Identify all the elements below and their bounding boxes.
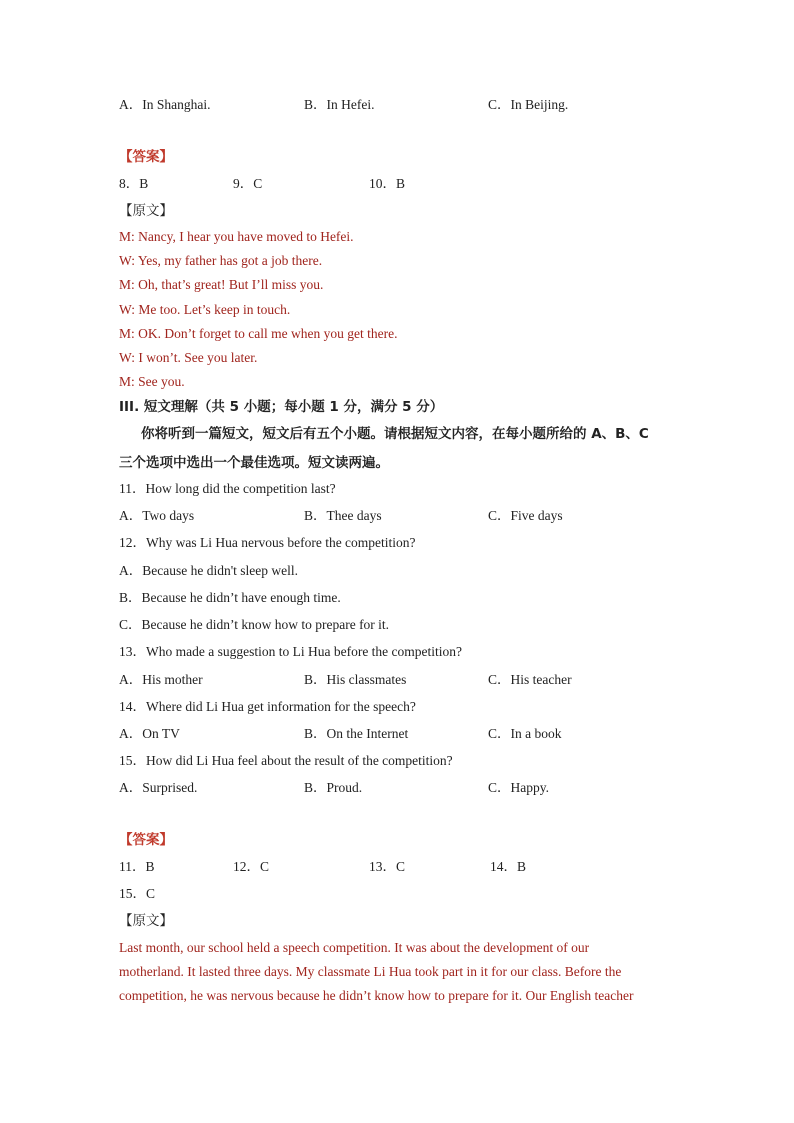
option-a: A．Because he didn't sleep well. [119,563,299,578]
section-intro-2 [119,450,679,476]
question-13: 13．Who made a suggestion to Li Hua before the competition? [119,644,463,659]
question-14: 14．Where did Li Hua get information for the speech? [119,699,416,714]
answer-item: 11．B [119,859,155,874]
option-a: A．Surprised. [119,780,198,795]
option-c: C．Happy. [488,780,549,795]
question-12: 12．Why was Li Hua nervous before the competition? [119,535,416,550]
transcript-line: motherland. It lasted three days. My classmate Li Hua took part in it for our class. Before the [119,964,622,979]
transcript-label: 【原文】 [119,913,173,929]
option-b: B．Proud. [304,780,363,795]
question-15: 15．How did Li Hua feel about the result of the competition? [119,753,453,768]
transcript-line: M: Oh, that’s great! But I’ll miss you. [119,277,324,292]
transcript-line: M: See you. [119,374,185,389]
answer-item: 15．C [119,886,156,901]
answer-item: 13．C [369,859,406,874]
answer-item: 14．B [490,859,527,874]
option-b: B．Because he didn’t have enough time. [119,590,341,605]
intro-line-2: 三个选项中选出一个最佳选项。短文读两遍。 [119,455,389,471]
option-b: B．His classmates [304,672,407,687]
section-intro [119,421,679,447]
transcript-line: Last month, our school held a speech competition. It was about the development of our [119,940,590,955]
option-a: A．In Shanghai. [119,97,211,112]
answer-item: 8．B [119,176,149,191]
transcript-line: W: Me too. Let’s keep in touch. [119,302,291,317]
option-b: B．Thee days [304,508,382,523]
option-c: C．In a book [488,726,562,741]
option-c: C．Five days [488,508,563,523]
option-a: A．His mother [119,672,203,687]
intro-line-1: 你将听到一篇短文，短文后有五个小题。请根据短文内容，在每小题所给的 A、B、C [141,426,649,442]
option-c: C．In Beijing. [488,97,569,112]
section-heading: III. 短文理解（共 5 小题；每小题 1 分，满分 5 分） [119,399,444,415]
transcript-line: M: OK. Don’t forget to call me when you get there. [119,326,398,341]
option-a: A．Two days [119,508,195,523]
option-b: B．On the Internet [304,726,409,741]
option-c: C．His teacher [488,672,572,687]
transcript-line: W: I won’t. See you later. [119,350,258,365]
transcript-line: W: Yes, my father has got a job there. [119,253,323,268]
answer-item: 12．C [233,859,270,874]
answer-label: 【答案】 [119,832,173,848]
transcript-label: 【原文】 [119,203,173,219]
option-a: A．On TV [119,726,180,741]
option-c: C．Because he didn’t know how to prepare for it. [119,617,390,632]
answer-label: 【答案】 [119,149,173,165]
option-b: B．In Hefei. [304,97,375,112]
answer-item: 10．B [369,176,406,191]
question-11: 11．How long did the competition last? [119,481,336,496]
answer-item: 9．C [233,176,263,191]
transcript-line: M: Nancy, I hear you have moved to Hefei. [119,229,354,244]
transcript-line: competition, he was nervous because he didn’t know how to prepare for it. Our English teacher [119,988,634,1003]
